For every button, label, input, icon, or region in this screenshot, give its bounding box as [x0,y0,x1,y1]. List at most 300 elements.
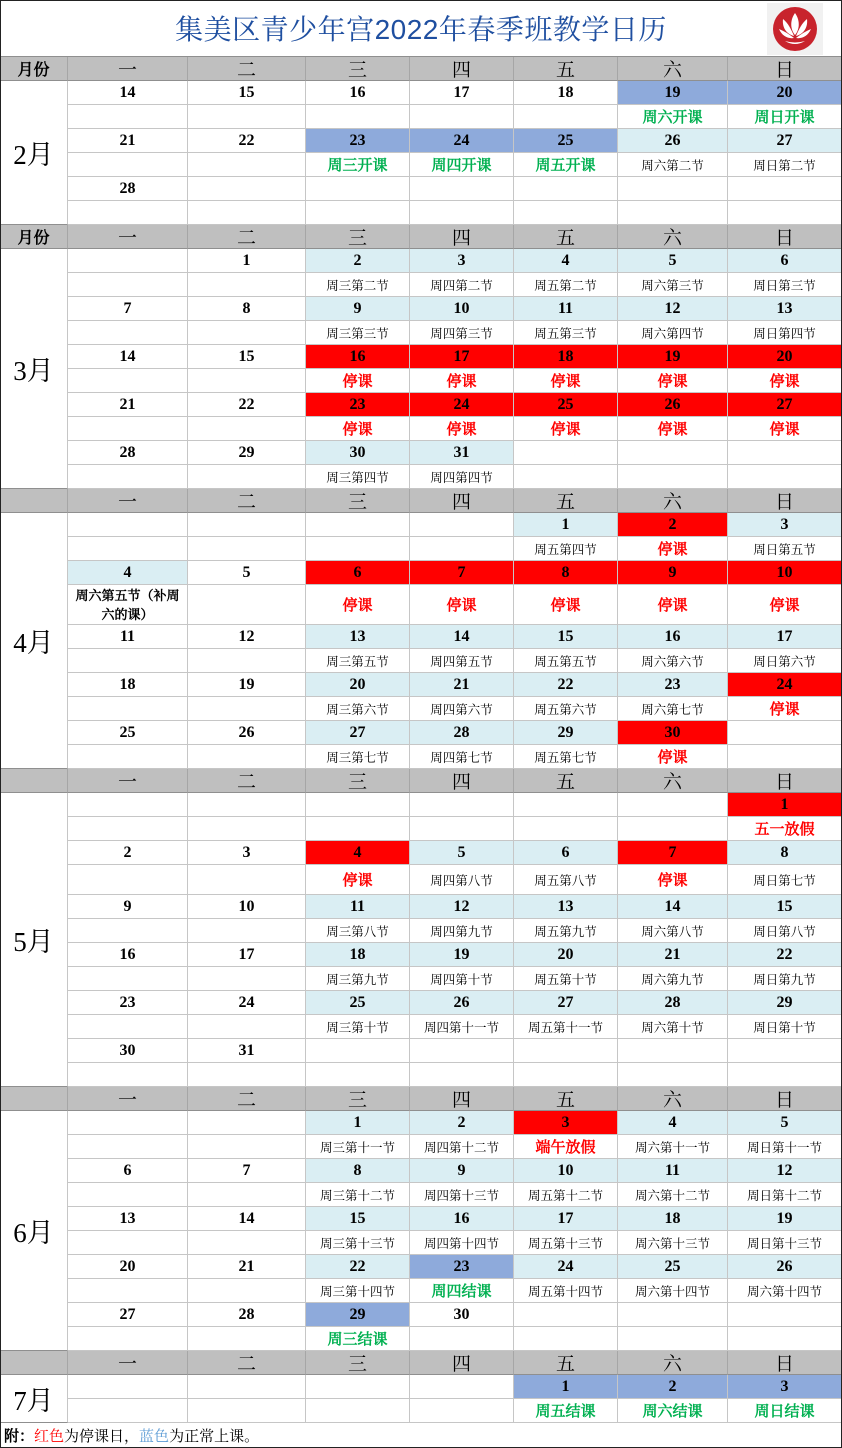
empty-cell [188,1135,306,1159]
calendar-note-cell: 周六第三节 [618,273,728,297]
calendar-date-cell: 27 [68,1303,188,1327]
calendar-date-cell: 27 [306,721,410,745]
empty-cell [728,1303,842,1327]
calendar-note-cell: 周五开课 [514,153,618,177]
empty-cell [188,1063,306,1087]
calendar-date-cell: 26 [618,393,728,417]
calendar-date-cell: 8 [728,841,842,865]
calendar-date-cell: 8 [306,1159,410,1183]
empty-cell [188,1111,306,1135]
calendar-note-cell: 停课 [514,417,618,441]
calendar-date-cell: 30 [410,1303,514,1327]
weekday-header: 四 [410,225,514,249]
calendar-date-cell: 21 [618,943,728,967]
empty-cell [514,105,618,129]
calendar-date-cell: 25 [514,129,618,153]
calendar-date-cell: 17 [410,81,514,105]
weekday-header: 四 [410,1351,514,1375]
calendar-date-cell: 26 [188,721,306,745]
calendar-date-cell: 29 [728,991,842,1015]
calendar-note-cell: 周日开课 [728,105,842,129]
weekday-header: 日 [728,1351,842,1375]
calendar-date-cell: 29 [514,721,618,745]
calendar-note-cell: 周日第十节 [728,1015,842,1039]
empty-cell [618,1303,728,1327]
weekday-header: 六 [618,1351,728,1375]
weekday-header: 一 [68,225,188,249]
month-label: 6月 [0,1111,68,1351]
empty-cell [188,1327,306,1351]
weekday-header: 二 [188,489,306,513]
empty-cell [188,153,306,177]
weekday-header: 四 [410,489,514,513]
calendar-note-cell: 周三第七节 [306,745,410,769]
calendar-note-cell: 五一放假 [728,817,842,841]
calendar-note-cell: 周三第五节 [306,649,410,673]
empty-cell [306,177,410,201]
calendar-date-cell: 2 [410,1111,514,1135]
calendar-note-cell: 周三第十节 [306,1015,410,1039]
calendar-note-cell: 周四开课 [410,153,514,177]
calendar-date-cell: 26 [618,129,728,153]
weekday-header: 一 [68,489,188,513]
calendar-date-cell: 13 [514,895,618,919]
calendar-note-cell: 周三第三节 [306,321,410,345]
calendar-note-cell: 周五第十二节 [514,1183,618,1207]
empty-cell [68,537,188,561]
calendar-note-cell: 停课 [618,417,728,441]
calendar-date-cell: 6 [68,1159,188,1183]
calendar-note-cell: 周四第五节 [410,649,514,673]
empty-cell [68,153,188,177]
empty-cell [188,1375,306,1399]
calendar-date-cell: 3 [728,1375,842,1399]
calendar-note-cell: 周三第十四节 [306,1279,410,1303]
empty-cell [68,417,188,441]
calendar-note-cell: 周三第八节 [306,919,410,943]
calendar-date-cell: 25 [514,393,618,417]
page-title: 集美区青少年宫2022年春季班教学日历 [175,14,667,45]
calendar-note-cell: 周三第十二节 [306,1183,410,1207]
empty-cell [68,369,188,393]
month-column-header: 月份 [0,225,68,249]
calendar-date-cell: 20 [306,673,410,697]
calendar-date-cell: 9 [306,297,410,321]
empty-cell [306,1039,410,1063]
empty-cell [68,967,188,991]
empty-cell [306,513,410,537]
weekday-header: 五 [514,1351,618,1375]
calendar-date-cell: 10 [188,895,306,919]
empty-cell [68,793,188,817]
calendar-date-cell: 6 [306,561,410,585]
empty-cell [188,649,306,673]
empty-cell [410,105,514,129]
calendar-note-cell: 周日第二节 [728,153,842,177]
month-label: 5月 [0,793,68,1087]
calendar-date-cell: 15 [188,81,306,105]
empty-cell [68,1183,188,1207]
calendar-note-cell: 停课 [618,585,728,625]
calendar-note-cell: 停课 [514,585,618,625]
empty-cell [68,745,188,769]
calendar-date-cell: 27 [728,129,842,153]
calendar-note-cell: 停课 [618,369,728,393]
calendar-date-cell: 14 [68,345,188,369]
calendar-note-cell: 周五第七节 [514,745,618,769]
calendar-date-cell: 1 [514,513,618,537]
calendar-note-cell: 停课 [728,369,842,393]
weekday-header: 二 [188,1351,306,1375]
calendar-note-cell: 周四结课 [410,1279,514,1303]
calendar-date-cell: 21 [68,393,188,417]
empty-cell [188,1399,306,1423]
calendar-date-cell: 8 [514,561,618,585]
calendar-note-cell: 周六第十四节 [728,1279,842,1303]
calendar-date-cell: 16 [306,345,410,369]
weekday-header: 日 [728,769,842,793]
empty-cell [306,1399,410,1423]
weekday-header: 五 [514,225,618,249]
empty-cell [188,177,306,201]
calendar-date-cell: 12 [728,1159,842,1183]
weekday-header: 四 [410,1087,514,1111]
calendar-note-cell: 周六第十三节 [618,1231,728,1255]
calendar-date-cell: 13 [728,297,842,321]
calendar-date-cell: 21 [68,129,188,153]
calendar-date-cell: 6 [514,841,618,865]
calendar-note-cell: 周六第八节 [618,919,728,943]
calendar-date-cell: 18 [514,345,618,369]
calendar-date-cell: 23 [68,991,188,1015]
calendar-note-cell: 周四第九节 [410,919,514,943]
calendar-date-cell: 1 [728,793,842,817]
calendar-note-cell: 周五结课 [514,1399,618,1423]
calendar-note-cell: 周日第五节 [728,537,842,561]
calendar-date-cell: 2 [68,841,188,865]
calendar-note-cell: 周四第十二节 [410,1135,514,1159]
month-column-header [0,1351,68,1375]
calendar-date-cell: 11 [68,625,188,649]
calendar-date-cell: 3 [728,513,842,537]
calendar-note-cell: 周日第十二节 [728,1183,842,1207]
calendar-date-cell: 31 [410,441,514,465]
calendar-date-cell: 19 [188,673,306,697]
empty-cell [68,1327,188,1351]
calendar-date-cell: 14 [618,895,728,919]
empty-cell [306,537,410,561]
month-column-header: 月份 [0,57,68,81]
empty-cell [188,865,306,895]
calendar-date-cell: 1 [188,249,306,273]
footnote-prefix: 附： [4,1428,35,1445]
empty-cell [68,1279,188,1303]
calendar-date-cell: 20 [68,1255,188,1279]
empty-cell [514,177,618,201]
month-column-header [0,1087,68,1111]
calendar-note-cell: 周三结课 [306,1327,410,1351]
weekday-header: 二 [188,57,306,81]
calendar-date-cell: 24 [728,673,842,697]
footnote-blue-label: 蓝色 [139,1428,170,1445]
weekday-header: 四 [410,57,514,81]
calendar-date-cell: 24 [188,991,306,1015]
empty-cell [514,1039,618,1063]
calendar-date-cell: 20 [728,81,842,105]
calendar-date-cell: 7 [68,297,188,321]
empty-cell [410,513,514,537]
empty-cell [618,465,728,489]
calendar-date-cell: 4 [618,1111,728,1135]
calendar-note-cell: 周六第五节（补周六的课） [68,585,188,625]
empty-cell [68,1015,188,1039]
calendar-note-cell: 周日第七节 [728,865,842,895]
empty-cell [514,817,618,841]
calendar-date-cell: 30 [68,1039,188,1063]
weekday-header: 三 [306,1351,410,1375]
empty-cell [410,1063,514,1087]
calendar-date-cell: 2 [618,513,728,537]
calendar-date-cell: 17 [188,943,306,967]
empty-cell [728,177,842,201]
empty-cell [410,201,514,225]
calendar-date-cell: 11 [514,297,618,321]
calendar-note-cell: 周五第十四节 [514,1279,618,1303]
calendar-note-cell: 周日第三节 [728,273,842,297]
weekday-header: 六 [618,1087,728,1111]
calendar-note-cell: 周日第九节 [728,967,842,991]
calendar-note-cell: 周三开课 [306,153,410,177]
empty-cell [306,793,410,817]
empty-cell [728,465,842,489]
calendar-date-cell: 16 [68,943,188,967]
calendar-date-cell: 15 [188,345,306,369]
empty-cell [306,817,410,841]
calendar-date-cell: 5 [618,249,728,273]
calendar-note-cell: 周四第七节 [410,745,514,769]
empty-cell [188,1015,306,1039]
empty-cell [514,441,618,465]
empty-cell [68,817,188,841]
empty-cell [728,441,842,465]
calendar-date-cell: 27 [728,393,842,417]
calendar-date-cell: 7 [618,841,728,865]
calendar-date-cell: 21 [188,1255,306,1279]
empty-cell [68,649,188,673]
calendar-date-cell: 14 [410,625,514,649]
empty-cell [728,1039,842,1063]
empty-cell [68,105,188,129]
empty-cell [188,537,306,561]
weekday-header: 二 [188,1087,306,1111]
calendar-date-cell: 4 [514,249,618,273]
calendar-date-cell: 26 [410,991,514,1015]
calendar-date-cell: 7 [188,1159,306,1183]
calendar-date-cell: 27 [514,991,618,1015]
calendar-note-cell: 周日结课 [728,1399,842,1423]
calendar-date-cell: 28 [68,441,188,465]
empty-cell [306,201,410,225]
empty-cell [188,697,306,721]
empty-cell [68,1135,188,1159]
weekday-header: 一 [68,57,188,81]
calendar-note-cell: 周日第六节 [728,649,842,673]
empty-cell [68,865,188,895]
month-column-header [0,489,68,513]
calendar-date-cell: 20 [728,345,842,369]
calendar-date-cell: 30 [618,721,728,745]
calendar-note-cell: 周四第十一节 [410,1015,514,1039]
weekday-header: 三 [306,1087,410,1111]
calendar-note-cell: 周五第十节 [514,967,618,991]
weekday-header: 一 [68,1351,188,1375]
calendar-note-cell: 停课 [410,369,514,393]
weekday-header: 五 [514,57,618,81]
lotus-logo-icon [767,3,823,55]
calendar-date-cell: 16 [410,1207,514,1231]
calendar-date-cell: 14 [188,1207,306,1231]
calendar-date-cell: 8 [188,297,306,321]
empty-cell [188,465,306,489]
calendar-note-cell: 周日第十一节 [728,1135,842,1159]
calendar-note-cell: 周五第十一节 [514,1015,618,1039]
calendar-date-cell: 23 [618,673,728,697]
empty-cell [188,417,306,441]
calendar-date-cell: 18 [68,673,188,697]
calendar-note-cell: 周五第二节 [514,273,618,297]
empty-cell [68,1063,188,1087]
calendar-date-cell: 13 [68,1207,188,1231]
title-bar [0,0,842,57]
calendar-date-cell: 18 [618,1207,728,1231]
weekday-header: 三 [306,57,410,81]
calendar-date-cell: 19 [410,943,514,967]
empty-cell [188,513,306,537]
empty-cell [188,321,306,345]
calendar-date-cell: 1 [514,1375,618,1399]
calendar-note-cell: 周四第十节 [410,967,514,991]
calendar-note-cell: 周三第十三节 [306,1231,410,1255]
calendar-note-cell: 周日第八节 [728,919,842,943]
calendar-date-cell: 28 [410,721,514,745]
month-label: 4月 [0,513,68,769]
calendar-date-cell: 2 [618,1375,728,1399]
empty-cell [728,201,842,225]
calendar-date-cell: 4 [68,561,188,585]
calendar-note-cell: 周六开课 [618,105,728,129]
calendar-date-cell: 11 [618,1159,728,1183]
calendar-date-cell: 19 [728,1207,842,1231]
empty-cell [618,1039,728,1063]
empty-cell [68,1399,188,1423]
calendar-note-cell: 周六结课 [618,1399,728,1423]
calendar-date-cell: 22 [188,129,306,153]
empty-cell [306,1375,410,1399]
calendar-note-cell: 停课 [306,865,410,895]
calendar-date-cell: 13 [306,625,410,649]
calendar-date-cell: 29 [188,441,306,465]
empty-cell [68,201,188,225]
legend-footnote [0,1423,842,1448]
calendar-date-cell: 22 [306,1255,410,1279]
calendar-date-cell: 15 [306,1207,410,1231]
calendar-date-cell: 9 [68,895,188,919]
weekday-header: 三 [306,769,410,793]
empty-cell [188,1231,306,1255]
calendar-date-cell: 23 [306,393,410,417]
calendar-date-cell: 15 [728,895,842,919]
empty-cell [188,817,306,841]
empty-cell [68,513,188,537]
calendar-note-cell: 周三第六节 [306,697,410,721]
empty-cell [68,1375,188,1399]
calendar-date-cell: 12 [410,895,514,919]
calendar-date-cell: 18 [514,81,618,105]
calendar-date-cell: 10 [410,297,514,321]
calendar-note-cell: 周四第十四节 [410,1231,514,1255]
calendar-date-cell: 25 [618,1255,728,1279]
calendar-date-cell: 30 [306,441,410,465]
empty-cell [410,1399,514,1423]
empty-cell [410,1039,514,1063]
empty-cell [188,585,306,625]
calendar-note-cell: 周五第六节 [514,697,618,721]
calendar-note-cell: 周五第八节 [514,865,618,895]
empty-cell [68,1111,188,1135]
calendar-date-cell: 9 [410,1159,514,1183]
calendar-note-cell: 周六第十四节 [618,1279,728,1303]
calendar-note-cell: 周四第十三节 [410,1183,514,1207]
empty-cell [306,1063,410,1087]
calendar-note-cell: 周三第九节 [306,967,410,991]
weekday-header: 三 [306,225,410,249]
calendar-note-cell: 停课 [728,697,842,721]
calendar-note-cell: 周五第四节 [514,537,618,561]
month-label: 2月 [0,81,68,225]
calendar-date-cell: 18 [306,943,410,967]
calendar-note-cell: 周五第三节 [514,321,618,345]
empty-cell [188,369,306,393]
calendar-note-cell: 周五第五节 [514,649,618,673]
calendar-note-cell: 周六第十节 [618,1015,728,1039]
calendar-note-cell: 周日第十三节 [728,1231,842,1255]
calendar-note-cell: 周六第四节 [618,321,728,345]
weekday-header: 一 [68,1087,188,1111]
calendar-note-cell: 周三第四节 [306,465,410,489]
calendar-note-cell: 周四第八节 [410,865,514,895]
calendar-date-cell: 2 [306,249,410,273]
calendar-note-cell: 停课 [728,417,842,441]
calendar-date-cell: 22 [728,943,842,967]
calendar-date-cell: 20 [514,943,618,967]
calendar-date-cell: 3 [188,841,306,865]
calendar-date-cell: 5 [410,841,514,865]
calendar-note-cell: 周五第十三节 [514,1231,618,1255]
calendar-note-cell: 周三第二节 [306,273,410,297]
calendar-date-cell: 3 [514,1111,618,1135]
weekday-header: 二 [188,769,306,793]
calendar-note-cell: 停课 [728,585,842,625]
calendar-date-cell: 19 [618,81,728,105]
calendar-date-cell: 15 [514,625,618,649]
empty-cell [618,1327,728,1351]
calendar-date-cell: 16 [306,81,410,105]
calendar-note-cell: 周六第十二节 [618,1183,728,1207]
weekday-header: 三 [306,489,410,513]
calendar-date-cell: 5 [188,561,306,585]
calendar-note-cell: 停课 [618,745,728,769]
calendar-date-cell: 31 [188,1039,306,1063]
